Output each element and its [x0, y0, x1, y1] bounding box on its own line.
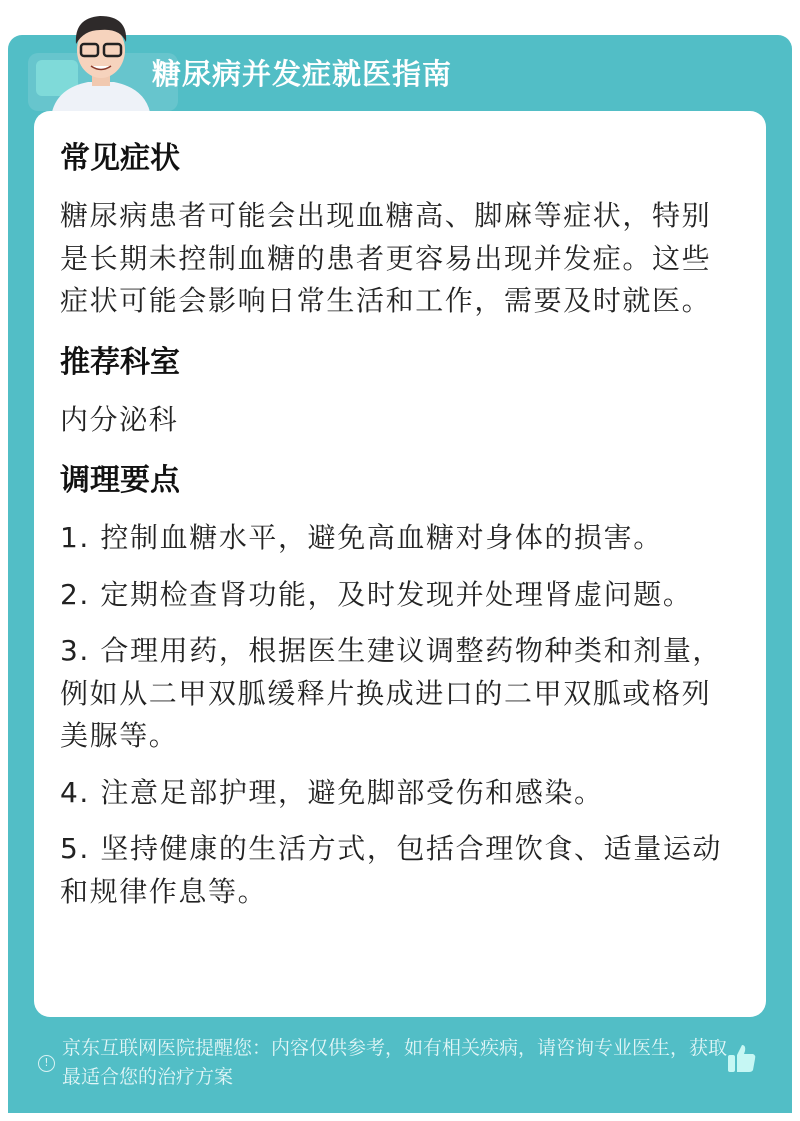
- content-card: [34, 111, 766, 1017]
- care-item: 2. 定期检查肾功能，及时发现并处理肾虚问题。: [60, 577, 693, 611]
- care-item: 3. 合理用药，根据医生建议调整药物种类和剂量，例如从二甲双胍缓释片换成进口的二甲双胍或格列美脲等。: [60, 634, 723, 752]
- doctor-avatar-icon: [48, 10, 154, 112]
- care-item: 5. 坚持健康的生活方式，包括合理饮食、适量运动和规律作息等。: [60, 832, 723, 908]
- warning-icon: !: [38, 1055, 55, 1072]
- care-section: [60, 459, 740, 913]
- symptoms-heading: 常见症状: [60, 141, 180, 176]
- care-heading: 调理要点: [60, 463, 180, 498]
- thumbs-up-icon[interactable]: [726, 1042, 758, 1074]
- symptoms-text: 糖尿病患者可能会出现血糖高、脚麻等症状，特别是长期未控制血糖的患者更容易出现并发症。这些症状可能会影响日常生活和工作，需要及时就医。: [60, 199, 712, 317]
- department-text: 内分泌科: [60, 402, 179, 436]
- symptoms-section: [60, 137, 740, 323]
- department-section: [60, 341, 740, 442]
- care-item: 4. 注意足部护理，避免脚部受伤和感染。: [60, 775, 604, 809]
- care-item: 1. 控制血糖水平，避免高血糖对身体的损害。: [60, 521, 663, 554]
- disclaimer-text: 京东互联网医院提醒您：内容仅供参考，如有相关疾病，请咨询专业医生，获取最适合您的治疗方案: [62, 1037, 728, 1088]
- page-title: 糖尿病并发症就医指南: [152, 57, 453, 91]
- department-heading: 推荐科室: [60, 344, 180, 380]
